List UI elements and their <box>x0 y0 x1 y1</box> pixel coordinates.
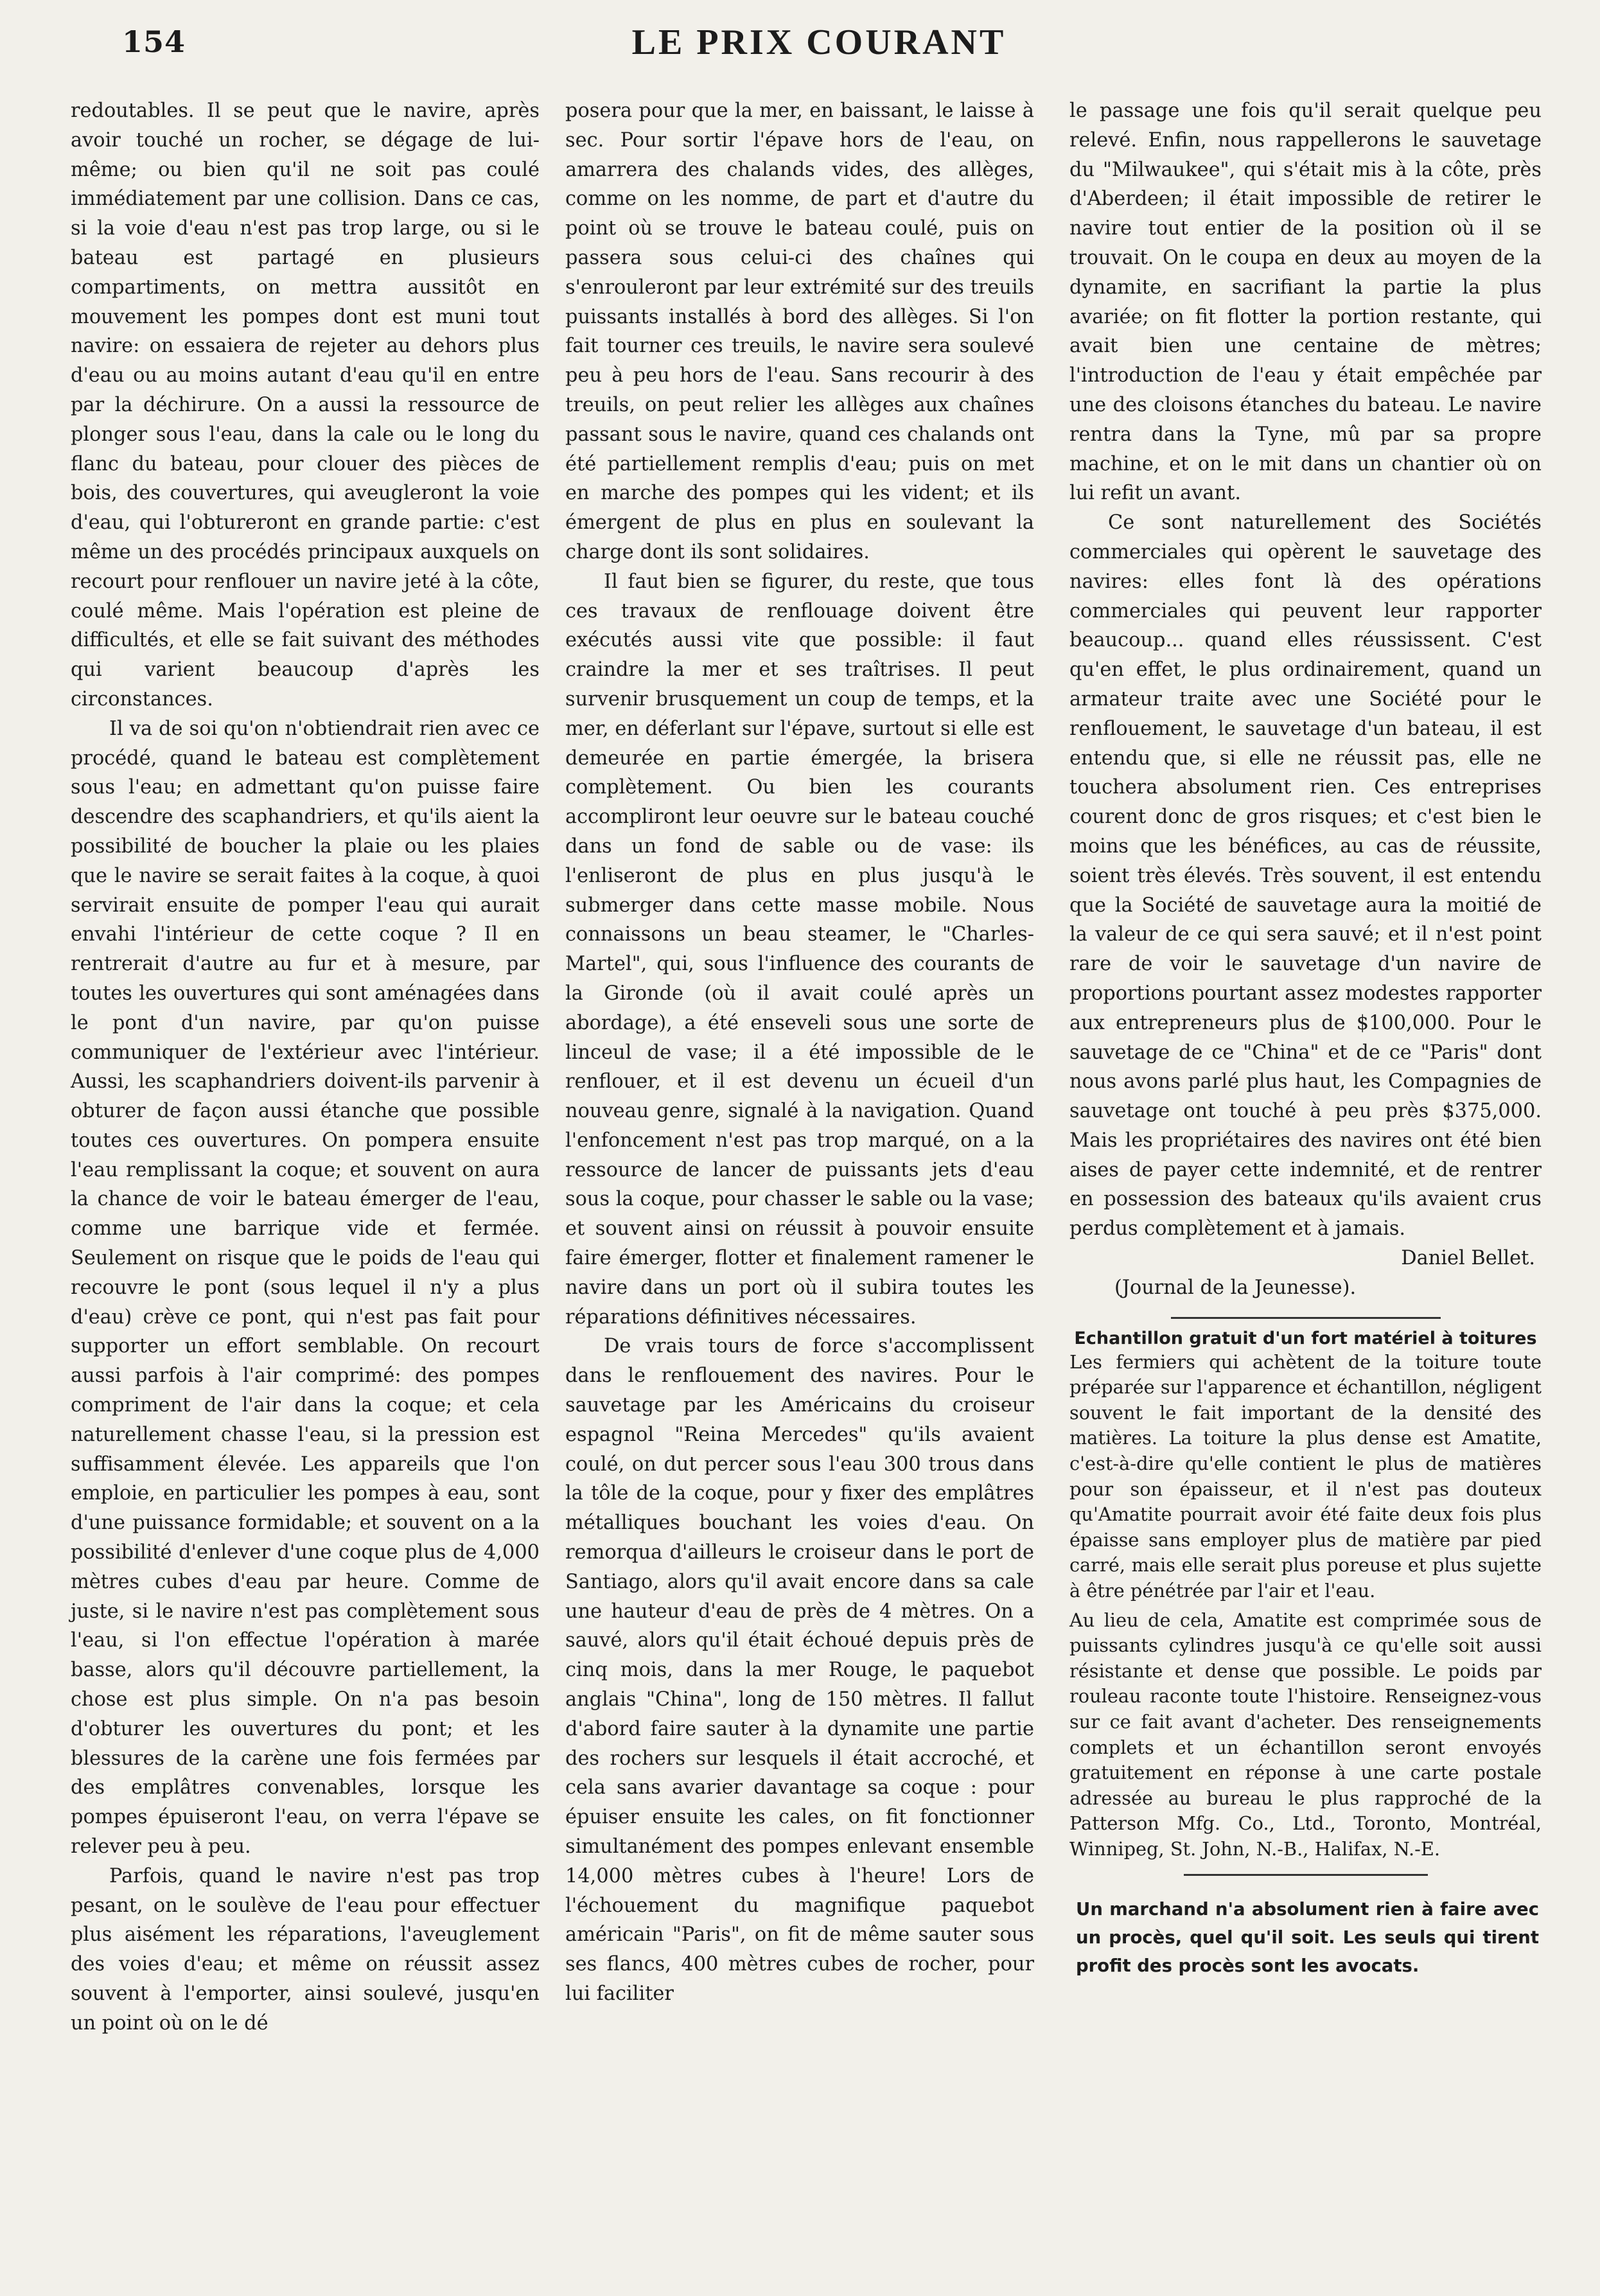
divider-rule <box>1184 1874 1428 1876</box>
article-column-2 <box>565 96 1034 2009</box>
advert-paragraph: Les fermiers qui achètent de la toiture toute préparée sur l'apparence et échantillon, négligent souvent le fait important de la densité des matières. La toiture la plus dense est Amatite, c'est-à-dire qu'elle contient le plus de matières pour son épaisseur, et il n'est pas douteux qu'Amatite pourrait avoir été faite deux fois plus épaisse sans employer plus de matière par pied carré, mais elle serait plus poreuse et plus sujette à être pénétrée par l'air et l'eau. <box>1069 1350 1542 1602</box>
article-paragraph: posera pour que la mer, en baissant, le laisse à sec. Pour sortir l'épave hors de l'eau, on amarrera des chalands vides, des allèges, comme on les nomme, de part et d'autre du point où se trouve le bateau coulé, puis on passera sous celui-ci des chaînes qui s'enrouleront par leur extrémité sur des treuils puissants installés à bord des allèges. Si l'on fait tourner ces treuils, le navire sera soulevé peu à peu hors de l'eau. Sans recourir à des treuils, on peut relier les allèges aux chaînes passant sous le navire, quand ces chalands ont été partiellement remplis d'eau; puis on met en marche des pompes qui les vident; et ils émergent de plus en plus en soulevant la charge dont ils sont solidaires. <box>565 100 1034 563</box>
divider-rule <box>1171 1317 1441 1319</box>
advert-box <box>1069 1328 1542 1862</box>
article-paragraph: De vrais tours de force s'accomplissent dans le renflouement des navires. Pour le sauvetage par les Américains du croiseur espagnol "Reina Mercedes" qu'ils avaient coulé, on dut percer sous l'eau 300 trous dans la tôle de la coque, pour y fixer des emplâtres métalliques bouchant les voies d'eau. On remorqua d'ailleurs le croiseur dans le port de Santiago, alors qu'il avait encore dans sa cale une hauteur d'eau de près de 4 mètres. On a sauvé, alors qu'il était échoué depuis près de cinq mois, dans la mer Rouge, le paquebot anglais "China", long de 150 mètres. Il fallut d'abord faire sauter à la dynamite une partie des rochers sur lesquels il était accroché, et cela sans avarier davantage sa coque : pour épuiser ensuite les cales, on fit fonctionner simultanément des pompes enlevant ensemble 14,000 mètres cubes à l'heure! Lors de l'échouement du magnifique paquebot américain "Paris", on fit de même sauter sous ses flancs, 400 mètres cubes de rocher, pour lui faciliter <box>565 1335 1034 2005</box>
article-author: Daniel Bellet. <box>1401 1247 1535 1270</box>
footer-note: Un marchand n'a absolument rien à faire avec un procès, quel qu'il soit. Les seuls qui tirent profit des procès sont les avocats. <box>1076 1898 1539 1976</box>
advert-title: Echantillon gratuit d'un fort matériel à toitures <box>1074 1328 1537 1348</box>
article-paragraph: Il faut bien se figurer, du reste, que tous ces travaux de renflouage doivent être exécutés aussi vite que possible: il faut craindre la mer et ses traîtrises. Il peut survenir brusquement un coup de temps, et la mer, en déferlant sur l'épave, surtout si elle est demeurée en partie émergée, la brisera complètement. Ou bien les courants accompliront leur oeuvre sur le bateau couché dans un fond de sable ou de vase: ils l'enliseront de plus en plus jusqu'à le submerger dans cette masse mobile. Nous connaissons un beau steamer, le "Charles-Martel", qui, sous l'influence des courants de la Gironde (où il avait coulé après un abordage), a été enseveli sous une sorte de linceul de vase; il a été impossible de le renflouer, et il est devenu un écueil d'un nouveau genre, signalé à la navigation. Quand l'enfoncement n'est pas trop marqué, on a la ressource de lancer de puissants jets d'eau sous la coque, pour chasser le sable ou la vase; et souvent ainsi on réussit à pouvoir ensuite faire émerger, flotter et finalement ramener le navire dans un port où il subira toutes les réparations définitives nécessaires. <box>565 570 1034 1329</box>
article-column-3 <box>1069 96 1542 1980</box>
article-paragraph: Parfois, quand le navire n'est pas trop pesant, on le soulève de l'eau pour effectuer plus aisément les réparations, l'aveuglement des voies d'eau; et même on réussit assez souvent à l'emporter, ainsi soulevé, jusqu'en un point où on le dé <box>71 1864 540 2035</box>
article-paragraph: Il va de soi qu'on n'obtiendrait rien avec ce procédé, quand le bateau est complètement sous l'eau; en admettant qu'on puisse faire descendre des scaphandriers, et qu'ils aient la possibilité de boucher la plaie ou les plaies que le navire se serait faites à la coque, à quoi servirait ensuite de pomper l'eau qui aurait envahi l'intérieur de cette coque ? Il en rentrerait d'autre au fur et à mesure, par toutes les ouvertures qui sont aménagées dans le pont d'un navire, par qu'on puisse communiquer de l'extérieur avec l'intérieur. Aussi, les scaphandriers doivent-ils parvenir à obturer de façon aussi étanche que possible toutes ces ouvertures. On pompera ensuite l'eau remplissant la coque; et souvent on aura la chance de voir le bateau émerger de l'eau, comme une barrique vide et fermée. Seulement on risque que le poids de l'eau qui recouvre le pont (sous lequel il n'y a plus d'eau) crève ce pont, qui n'est pas fait pour supporter un effort semblable. On recourt aussi parfois à l'air comprimé: des pompes compriment de l'air dans la coque; et cela naturellement chasse l'eau, si la pression est suffisamment élevée. Les appareils que l'on emploie, en particulier les pompes à eau, sont d'une puissance formidable; et souvent on a la possibilité d'enlever d'une coque plus de 4,000 mètres cubes d'eau par heure. Comme de juste, si le navire n'est pas complètement sous l'eau, si l'on effectue l'opération à marée basse, alors qu'il découvre partiellement, la chose est plus simple. On n'a pas besoin d'obturer les ouvertures du pont; et les blessures de la carène une fois fermées par des emplâtres convenables, lorsque les pompes épuiseront l'eau, on verra l'épave se relever peu à peu. <box>71 717 540 1859</box>
article-source: (Journal de la Jeunesse). <box>1114 1276 1357 1299</box>
page-number: 154 <box>122 24 186 59</box>
running-title: LE PRIX COURANT <box>631 22 1007 62</box>
article-paragraph: le passage une fois qu'il serait quelque peu relevé. Enfin, nous rappellerons le sauvetage du "Milwaukee", qui s'était mis à la côte, près d'Aberdeen; il était impossible de retirer le navire tout entier de la position où il se trouvait. On le coupa en deux au moyen de la dynamite, en sacrifiant la partie la plus avariée; on fit flotter la portion restante, qui avait bien une centaine de mètres; l'introduction de l'eau y était empêchée par une des cloisons étanches du bateau. Le navire rentra dans la Tyne, mû par sa propre machine, et on le mit dans un chantier où on lui refit un avant. <box>1069 100 1542 505</box>
article-paragraph: redoutables. Il se peut que le navire, après avoir touché un rocher, se dégage de lui-même; ou bien qu'il ne soit pas coulé immédiatement par une collision. Dans ce cas, si la voie d'eau n'est pas trop large, ou si le bateau est partagé en plusieurs compartiments, on mettra aussitôt en mouvement les pompes dont est muni tout navire: on essaiera de rejeter au dehors plus d'eau ou au moins autant d'eau qu'il en entre par la déchirure. On a aussi la ressource de plonger sous l'eau, dans la cale ou le long du flanc du bateau, pour clouer des pièces de bois, des couvertures, qui aveugleront la voie d'eau, qui l'obtureront en grande partie: c'est même un des procédés principaux auxquels on recourt pour renflouer un navire jeté à la côte, coulé même. Mais l'opération est pleine de difficultés, et elle se fait suivant des méthodes qui varient beaucoup d'après les circonstances. <box>71 100 540 711</box>
advert-paragraph: Au lieu de cela, Amatite est comprimée sous de puissants cylindres jusqu'à ce qu'elle soit aussi résistante et dense que possible. Le poids par rouleau raconte toute l'histoire. Renseignez-vous sur ce fait avant d'acheter. Des renseignements complets et un échantillon seront envoyés gratuitement en réponse à une carte postale adressée au bureau le plus rapproché de la Patterson Mfg. Co., Ltd., Toronto, Montréal, Winnipeg, St. John, N.-B., Halifax, N.-E. <box>1069 1609 1542 1860</box>
article-paragraph: Ce sont naturellement des Sociétés commerciales qui opèrent le sauvetage des navires: elles font là des opérations commerciales qui peuvent leur rapporter beaucoup... quand elles réussissent. C'est qu'en effet, le plus ordinairement, quand un armateur traite avec une Société pour le renflouement, le sauvetage d'un bateau, il est entendu que, si elle ne réussit pas, elle ne touchera absolument rien. Ces entreprises courent donc de gros risques; et c'est bien le moins que les bénéfices, au cas de réussite, soient très élevés. Très souvent, il est entendu que la Société de sauvetage aura la moitié de la valeur de ce qui sera sauvé; et il n'est point rare de voir le sauvetage d'un navire de proportions pourtant assez modestes rapporter aux entrepreneurs plus de $100,000. Pour le sauvetage de ce "China" et de ce "Paris" dont nous avons parlé plus haut, les Compagnies de sauvetage ont touché à peu près $375,000. Mais les propriétaires des navires ont été bien aises de payer cette indemnité, et de rentrer en possession des bateaux qu'ils avaient crus perdus complètement et à jamais. <box>1069 511 1542 1241</box>
article-column-1 <box>71 96 540 2038</box>
page-header <box>96 18 1542 63</box>
